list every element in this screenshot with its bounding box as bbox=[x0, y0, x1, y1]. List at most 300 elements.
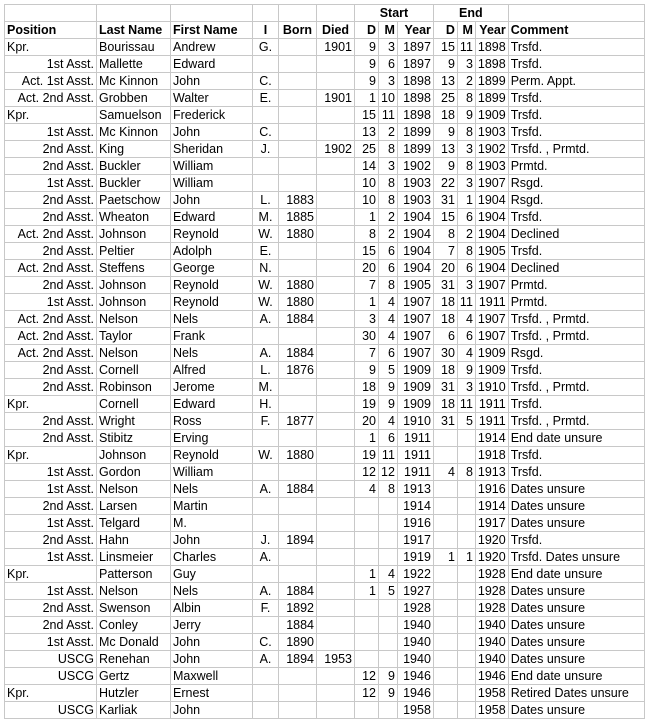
col-header-start-month: M bbox=[379, 22, 398, 39]
cell-start-year: 1911 bbox=[397, 430, 433, 447]
cell-last-name: Samuelson bbox=[97, 107, 171, 124]
cell-start-year: 1904 bbox=[397, 260, 433, 277]
cell-initial: L. bbox=[253, 192, 279, 209]
col-header-end-year: Year bbox=[475, 22, 508, 39]
table-row bbox=[5, 651, 645, 668]
cell-end-month: 9 bbox=[457, 362, 475, 379]
cell-died bbox=[317, 634, 355, 651]
cell-position: 1st Asst. bbox=[5, 464, 97, 481]
cell-start-day: 20 bbox=[355, 260, 379, 277]
cell-end-year: 1914 bbox=[475, 498, 508, 515]
cell-last-name: Steffens bbox=[97, 260, 171, 277]
cell-end-year: 1898 bbox=[475, 56, 508, 73]
cell-initial bbox=[253, 175, 279, 192]
cell-last-name: Buckler bbox=[97, 175, 171, 192]
cell-first-name: Jerome bbox=[171, 379, 253, 396]
cell-born bbox=[279, 175, 317, 192]
cell-first-name: Maxwell bbox=[171, 668, 253, 685]
cell-start-month: 9 bbox=[379, 379, 398, 396]
cell-end-year: 1958 bbox=[475, 685, 508, 702]
cell-last-name: Grobben bbox=[97, 90, 171, 107]
cell-comment: Dates unsure bbox=[508, 651, 644, 668]
cell-died bbox=[317, 447, 355, 464]
cell-first-name: Ross bbox=[171, 413, 253, 430]
cell-end-year: 1909 bbox=[475, 107, 508, 124]
cell-start-year: 1922 bbox=[397, 566, 433, 583]
cell-position: Act. 2nd Asst. bbox=[5, 311, 97, 328]
cell-comment: Trsfd. bbox=[508, 447, 644, 464]
cell-start-day: 13 bbox=[355, 124, 379, 141]
cell-first-name: John bbox=[171, 702, 253, 719]
cell-comment: Trsfd. bbox=[508, 243, 644, 260]
cell-start-month: 4 bbox=[379, 566, 398, 583]
cell-position: 1st Asst. bbox=[5, 583, 97, 600]
cell-end-year: 1911 bbox=[475, 413, 508, 430]
cell-last-name: Cornell bbox=[97, 362, 171, 379]
cell-end-day: 1 bbox=[433, 549, 457, 566]
cell-born bbox=[279, 498, 317, 515]
cell-comment: Perm. Appt. bbox=[508, 73, 644, 90]
col-header-start-year: Year bbox=[397, 22, 433, 39]
cell-end-day: 13 bbox=[433, 141, 457, 158]
cell-start-month: 4 bbox=[379, 328, 398, 345]
cell-start-year: 1904 bbox=[397, 226, 433, 243]
cell-first-name: William bbox=[171, 464, 253, 481]
cell-position: 2nd Asst. bbox=[5, 243, 97, 260]
cell-born: 1883 bbox=[279, 192, 317, 209]
cell-start-month: 4 bbox=[379, 294, 398, 311]
cell-start-day bbox=[355, 498, 379, 515]
cell-last-name: Mc Kinnon bbox=[97, 73, 171, 90]
cell-born: 1880 bbox=[279, 226, 317, 243]
cell-last-name: Gertz bbox=[97, 668, 171, 685]
cell-initial: E. bbox=[253, 243, 279, 260]
cell-start-year: 1940 bbox=[397, 617, 433, 634]
cell-start-day bbox=[355, 702, 379, 719]
cell-position: 1st Asst. bbox=[5, 549, 97, 566]
cell-last-name: Johnson bbox=[97, 277, 171, 294]
cell-last-name: Telgard bbox=[97, 515, 171, 532]
cell-first-name: John bbox=[171, 73, 253, 90]
cell-first-name: Ernest bbox=[171, 685, 253, 702]
cell-end-month: 9 bbox=[457, 107, 475, 124]
cell-end-day: 18 bbox=[433, 107, 457, 124]
cell-initial bbox=[253, 107, 279, 124]
cell-first-name: Martin bbox=[171, 498, 253, 515]
cell-start-year: 1909 bbox=[397, 362, 433, 379]
cell-end-month: 3 bbox=[457, 56, 475, 73]
cell-end-month bbox=[457, 515, 475, 532]
col-header-end-month: M bbox=[457, 22, 475, 39]
cell-start-month: 12 bbox=[379, 464, 398, 481]
cell-died: 1953 bbox=[317, 651, 355, 668]
cell-end-day: 9 bbox=[433, 56, 457, 73]
cell-start-month: 9 bbox=[379, 668, 398, 685]
table-row bbox=[5, 73, 645, 90]
cell-born bbox=[279, 702, 317, 719]
cell-position: USCG bbox=[5, 702, 97, 719]
cell-position: 2nd Asst. bbox=[5, 277, 97, 294]
cell-start-month bbox=[379, 634, 398, 651]
cell-end-year: 1907 bbox=[475, 311, 508, 328]
cell-first-name: Andrew bbox=[171, 39, 253, 56]
table-row bbox=[5, 464, 645, 481]
group-header-cell bbox=[279, 5, 317, 22]
group-header-cell bbox=[97, 5, 171, 22]
cell-end-day: 18 bbox=[433, 362, 457, 379]
cell-born: 1894 bbox=[279, 651, 317, 668]
cell-start-year: 1907 bbox=[397, 294, 433, 311]
cell-position: Kpr. bbox=[5, 39, 97, 56]
cell-died bbox=[317, 498, 355, 515]
cell-start-month bbox=[379, 702, 398, 719]
cell-start-month: 11 bbox=[379, 447, 398, 464]
cell-end-month: 2 bbox=[457, 226, 475, 243]
cell-start-month bbox=[379, 498, 398, 515]
cell-end-day bbox=[433, 430, 457, 447]
cell-start-day: 14 bbox=[355, 158, 379, 175]
cell-end-year: 1928 bbox=[475, 583, 508, 600]
cell-comment: Trsfd. , Prmtd. bbox=[508, 141, 644, 158]
cell-first-name: Alfred bbox=[171, 362, 253, 379]
cell-start-year: 1919 bbox=[397, 549, 433, 566]
table-row bbox=[5, 260, 645, 277]
cell-comment: Trsfd. bbox=[508, 90, 644, 107]
cell-comment: Dates unsure bbox=[508, 634, 644, 651]
table-row bbox=[5, 311, 645, 328]
cell-born bbox=[279, 328, 317, 345]
cell-start-year: 1907 bbox=[397, 328, 433, 345]
cell-first-name: Edward bbox=[171, 396, 253, 413]
cell-start-year: 1902 bbox=[397, 158, 433, 175]
cell-end-month bbox=[457, 532, 475, 549]
cell-start-day: 4 bbox=[355, 481, 379, 498]
cell-position: Kpr. bbox=[5, 396, 97, 413]
cell-initial: F. bbox=[253, 600, 279, 617]
cell-start-day: 9 bbox=[355, 73, 379, 90]
cell-end-month: 8 bbox=[457, 243, 475, 260]
cell-start-year: 1899 bbox=[397, 124, 433, 141]
cell-start-year: 1946 bbox=[397, 685, 433, 702]
table-row bbox=[5, 294, 645, 311]
cell-born bbox=[279, 464, 317, 481]
table-row bbox=[5, 413, 645, 430]
cell-end-year: 1940 bbox=[475, 634, 508, 651]
cell-end-day bbox=[433, 566, 457, 583]
table-row bbox=[5, 243, 645, 260]
cell-initial: G. bbox=[253, 39, 279, 56]
cell-comment: Rsgd. bbox=[508, 192, 644, 209]
table-row bbox=[5, 668, 645, 685]
cell-start-day: 9 bbox=[355, 39, 379, 56]
cell-initial: C. bbox=[253, 124, 279, 141]
table-row bbox=[5, 447, 645, 464]
cell-initial: A. bbox=[253, 549, 279, 566]
cell-end-year: 1928 bbox=[475, 600, 508, 617]
cell-end-month: 11 bbox=[457, 294, 475, 311]
cell-comment: Declined bbox=[508, 226, 644, 243]
cell-initial bbox=[253, 158, 279, 175]
table-row bbox=[5, 158, 645, 175]
cell-end-month: 8 bbox=[457, 124, 475, 141]
cell-end-month: 3 bbox=[457, 141, 475, 158]
col-header-end-day: D bbox=[433, 22, 457, 39]
cell-comment: End date unsure bbox=[508, 430, 644, 447]
table-row bbox=[5, 328, 645, 345]
col-header-initial: I bbox=[253, 22, 279, 39]
col-header-last-name: Last Name bbox=[97, 22, 171, 39]
cell-start-month bbox=[379, 651, 398, 668]
cell-end-year: 1913 bbox=[475, 464, 508, 481]
cell-initial: W. bbox=[253, 277, 279, 294]
cell-end-month bbox=[457, 651, 475, 668]
cell-start-month: 2 bbox=[379, 124, 398, 141]
cell-end-month bbox=[457, 481, 475, 498]
cell-died bbox=[317, 362, 355, 379]
cell-start-year: 1899 bbox=[397, 141, 433, 158]
cell-position: 1st Asst. bbox=[5, 634, 97, 651]
cell-died bbox=[317, 311, 355, 328]
table-row bbox=[5, 175, 645, 192]
cell-start-day: 9 bbox=[355, 56, 379, 73]
cell-died bbox=[317, 430, 355, 447]
cell-end-year: 1907 bbox=[475, 277, 508, 294]
cell-last-name: Peltier bbox=[97, 243, 171, 260]
cell-end-day bbox=[433, 651, 457, 668]
cell-born: 1884 bbox=[279, 617, 317, 634]
cell-start-day: 1 bbox=[355, 90, 379, 107]
cell-last-name: Paetschow bbox=[97, 192, 171, 209]
cell-born bbox=[279, 124, 317, 141]
cell-start-month: 4 bbox=[379, 413, 398, 430]
cell-born bbox=[279, 549, 317, 566]
cell-position: 2nd Asst. bbox=[5, 192, 97, 209]
cell-end-day: 31 bbox=[433, 413, 457, 430]
cell-start-month: 3 bbox=[379, 39, 398, 56]
cell-initial: W. bbox=[253, 294, 279, 311]
cell-start-day: 18 bbox=[355, 379, 379, 396]
table-row bbox=[5, 685, 645, 702]
cell-start-day: 12 bbox=[355, 668, 379, 685]
cell-end-day: 15 bbox=[433, 209, 457, 226]
cell-comment: Trsfd. bbox=[508, 209, 644, 226]
cell-last-name: Gordon bbox=[97, 464, 171, 481]
cell-start-month: 6 bbox=[379, 56, 398, 73]
end-group-header: End bbox=[433, 5, 508, 22]
cell-comment: Dates unsure bbox=[508, 702, 644, 719]
start-group-header: Start bbox=[355, 5, 434, 22]
cell-end-month bbox=[457, 617, 475, 634]
col-header-born: Born bbox=[279, 22, 317, 39]
table-row bbox=[5, 549, 645, 566]
group-header-row bbox=[5, 5, 645, 22]
cell-born bbox=[279, 73, 317, 90]
table-row bbox=[5, 498, 645, 515]
cell-died bbox=[317, 600, 355, 617]
cell-died bbox=[317, 549, 355, 566]
cell-last-name: Robinson bbox=[97, 379, 171, 396]
cell-died bbox=[317, 532, 355, 549]
group-header-cell bbox=[253, 5, 279, 22]
cell-comment: Rsgd. bbox=[508, 345, 644, 362]
cell-comment: Trsfd. bbox=[508, 56, 644, 73]
cell-start-month: 4 bbox=[379, 311, 398, 328]
table-row bbox=[5, 209, 645, 226]
cell-end-year: 1940 bbox=[475, 617, 508, 634]
cell-comment: Trsfd. bbox=[508, 532, 644, 549]
cell-end-day bbox=[433, 481, 457, 498]
cell-died bbox=[317, 209, 355, 226]
cell-born: 1892 bbox=[279, 600, 317, 617]
cell-start-year: 1903 bbox=[397, 192, 433, 209]
cell-start-year: 1911 bbox=[397, 464, 433, 481]
group-header-cell bbox=[317, 5, 355, 22]
cell-died bbox=[317, 481, 355, 498]
cell-first-name: William bbox=[171, 175, 253, 192]
cell-position: Kpr. bbox=[5, 447, 97, 464]
cell-start-day bbox=[355, 634, 379, 651]
cell-start-month bbox=[379, 515, 398, 532]
cell-initial: L. bbox=[253, 362, 279, 379]
cell-initial bbox=[253, 56, 279, 73]
cell-first-name: Charles bbox=[171, 549, 253, 566]
cell-start-day: 19 bbox=[355, 396, 379, 413]
cell-born bbox=[279, 566, 317, 583]
table-row bbox=[5, 345, 645, 362]
cell-died bbox=[317, 73, 355, 90]
cell-start-day: 20 bbox=[355, 413, 379, 430]
cell-start-year: 1911 bbox=[397, 447, 433, 464]
cell-comment: Trsfd. , Prmtd. bbox=[508, 379, 644, 396]
cell-born bbox=[279, 515, 317, 532]
cell-born: 1890 bbox=[279, 634, 317, 651]
cell-start-day bbox=[355, 532, 379, 549]
cell-initial: H. bbox=[253, 396, 279, 413]
cell-end-month: 4 bbox=[457, 311, 475, 328]
cell-died bbox=[317, 192, 355, 209]
cell-start-year: 1958 bbox=[397, 702, 433, 719]
table-row bbox=[5, 124, 645, 141]
cell-comment: End date unsure bbox=[508, 566, 644, 583]
cell-born: 1884 bbox=[279, 583, 317, 600]
cell-start-month: 6 bbox=[379, 345, 398, 362]
cell-end-month bbox=[457, 583, 475, 600]
cell-start-month: 9 bbox=[379, 396, 398, 413]
cell-start-year: 1905 bbox=[397, 277, 433, 294]
cell-last-name: Bourissau bbox=[97, 39, 171, 56]
cell-born bbox=[279, 668, 317, 685]
cell-start-day: 25 bbox=[355, 141, 379, 158]
cell-initial bbox=[253, 498, 279, 515]
cell-comment: Dates unsure bbox=[508, 515, 644, 532]
cell-end-month: 4 bbox=[457, 345, 475, 362]
cell-born: 1876 bbox=[279, 362, 317, 379]
cell-end-day: 8 bbox=[433, 226, 457, 243]
cell-start-month bbox=[379, 617, 398, 634]
cell-end-month: 6 bbox=[457, 209, 475, 226]
cell-born bbox=[279, 396, 317, 413]
cell-end-month: 8 bbox=[457, 158, 475, 175]
cell-first-name: John bbox=[171, 651, 253, 668]
cell-start-day bbox=[355, 600, 379, 617]
cell-died bbox=[317, 243, 355, 260]
cell-end-month bbox=[457, 447, 475, 464]
cell-last-name: Nelson bbox=[97, 311, 171, 328]
cell-end-year: 1916 bbox=[475, 481, 508, 498]
cell-position: USCG bbox=[5, 668, 97, 685]
cell-born bbox=[279, 243, 317, 260]
cell-initial: W. bbox=[253, 226, 279, 243]
cell-initial: A. bbox=[253, 651, 279, 668]
cell-start-year: 1907 bbox=[397, 311, 433, 328]
cell-position: 1st Asst. bbox=[5, 175, 97, 192]
cell-born: 1884 bbox=[279, 481, 317, 498]
cell-end-month: 1 bbox=[457, 549, 475, 566]
cell-end-month bbox=[457, 685, 475, 702]
cell-born bbox=[279, 158, 317, 175]
cell-start-day: 1 bbox=[355, 566, 379, 583]
cell-born: 1894 bbox=[279, 532, 317, 549]
cell-start-year: 1907 bbox=[397, 345, 433, 362]
table-row bbox=[5, 226, 645, 243]
cell-initial: A. bbox=[253, 311, 279, 328]
cell-initial bbox=[253, 328, 279, 345]
cell-died bbox=[317, 124, 355, 141]
cell-start-day: 12 bbox=[355, 464, 379, 481]
cell-start-month: 2 bbox=[379, 226, 398, 243]
cell-first-name: Walter bbox=[171, 90, 253, 107]
cell-end-day: 9 bbox=[433, 124, 457, 141]
cell-start-year: 1903 bbox=[397, 175, 433, 192]
cell-position: 1st Asst. bbox=[5, 124, 97, 141]
cell-born: 1877 bbox=[279, 413, 317, 430]
cell-start-day: 8 bbox=[355, 226, 379, 243]
cell-position: 1st Asst. bbox=[5, 515, 97, 532]
cell-end-year: 1914 bbox=[475, 430, 508, 447]
cell-start-year: 1913 bbox=[397, 481, 433, 498]
column-header-row bbox=[5, 22, 645, 39]
cell-start-year: 1927 bbox=[397, 583, 433, 600]
table-row bbox=[5, 481, 645, 498]
cell-born bbox=[279, 56, 317, 73]
cell-start-year: 1897 bbox=[397, 56, 433, 73]
cell-born bbox=[279, 379, 317, 396]
cell-end-day: 30 bbox=[433, 345, 457, 362]
cell-position: 2nd Asst. bbox=[5, 617, 97, 634]
cell-start-year: 1898 bbox=[397, 73, 433, 90]
keeper-roster-table bbox=[4, 4, 645, 719]
cell-comment: Trsfd. , Prmtd. bbox=[508, 413, 644, 430]
cell-last-name: Swenson bbox=[97, 600, 171, 617]
col-header-first-name: First Name bbox=[171, 22, 253, 39]
cell-initial: J. bbox=[253, 532, 279, 549]
cell-start-day: 10 bbox=[355, 192, 379, 209]
cell-first-name: Frank bbox=[171, 328, 253, 345]
cell-position: 2nd Asst. bbox=[5, 498, 97, 515]
cell-end-month bbox=[457, 702, 475, 719]
cell-end-day bbox=[433, 532, 457, 549]
cell-died bbox=[317, 56, 355, 73]
cell-end-month bbox=[457, 498, 475, 515]
cell-died bbox=[317, 396, 355, 413]
cell-born bbox=[279, 90, 317, 107]
cell-position: 2nd Asst. bbox=[5, 430, 97, 447]
cell-end-day bbox=[433, 634, 457, 651]
cell-position: 1st Asst. bbox=[5, 481, 97, 498]
cell-start-day: 7 bbox=[355, 277, 379, 294]
cell-first-name: Adolph bbox=[171, 243, 253, 260]
cell-end-year: 1946 bbox=[475, 668, 508, 685]
